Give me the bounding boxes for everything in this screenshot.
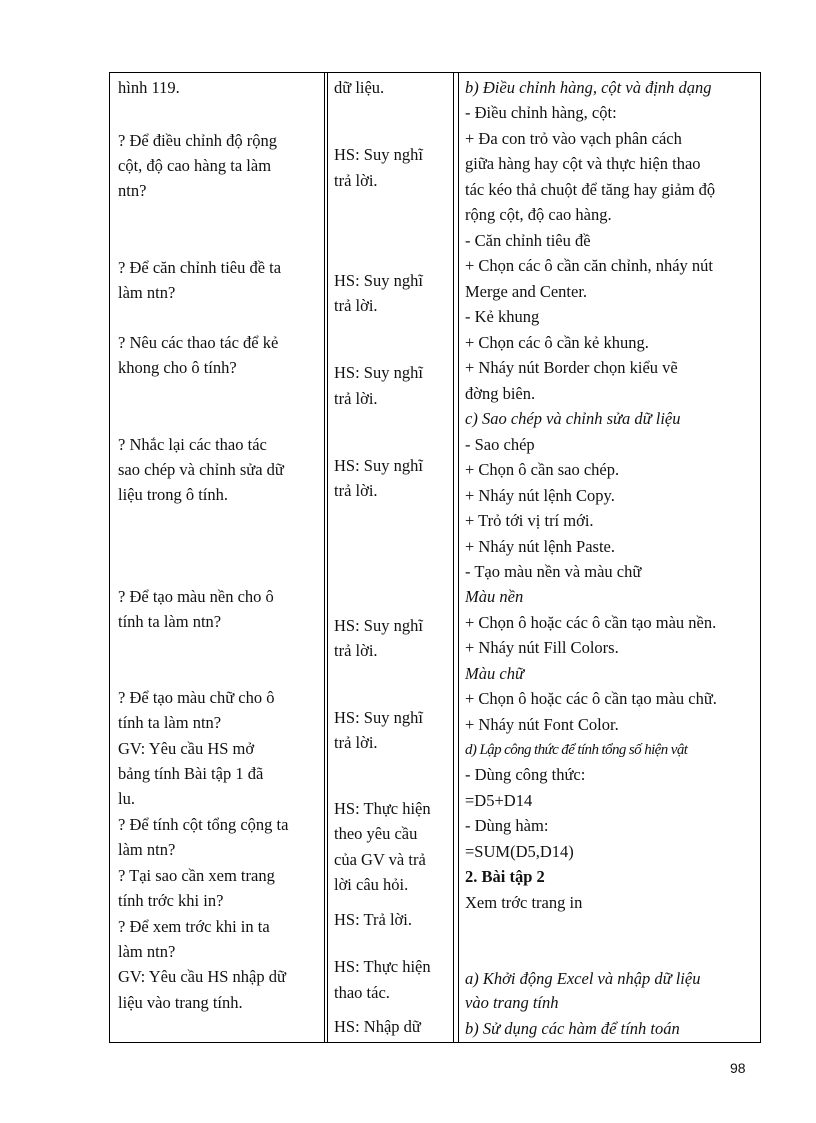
student-line: HS: Suy nghĩ <box>334 616 423 635</box>
student-line: trả lời. <box>334 389 378 408</box>
content-column <box>459 73 762 1042</box>
lesson-table <box>109 72 761 1043</box>
student-line: trả lời. <box>334 733 378 752</box>
student-line: HS: Suy nghĩ <box>334 271 423 290</box>
content-line: - Kẻ khung <box>465 307 540 326</box>
student-line: lời câu hỏi. <box>334 875 409 894</box>
student-line: trả lời. <box>334 296 378 315</box>
content-line: - Sao chép <box>465 435 535 454</box>
section-heading: b) Điều chỉnh hàng, cột và định dạng <box>465 78 712 97</box>
formula-text: =SUM(D5,D14) <box>465 842 574 861</box>
section-heading: vào trang tính <box>465 993 559 1012</box>
section-heading: c) Sao chép và chỉnh sửa dữ liệu <box>465 409 681 428</box>
content-line: + Chọn ô hoặc các ô cần tạo màu chữ. <box>465 689 717 708</box>
content-line: Xem trớc trang in <box>465 893 583 912</box>
student-line: theo yêu cầu <box>334 824 418 843</box>
content-line: + Nháy nút lệnh Paste. <box>465 537 615 556</box>
teacher-line: ? Nêu các thao tác để kẻ <box>118 333 279 352</box>
teacher-line: ? Để điều chỉnh độ rộng <box>118 131 277 150</box>
teacher-line: tính ta làm ntn? <box>118 612 222 631</box>
student-line: HS: Suy nghĩ <box>334 145 423 164</box>
content-line: giữa hàng hay cột và thực hiện thao <box>465 154 701 173</box>
content-line: + Chọn ô cần sao chép. <box>465 460 620 479</box>
student-line: trả lời. <box>334 481 378 500</box>
subsection-label: Màu chữ <box>465 664 524 683</box>
content-line: + Chọn các ô cần căn chỉnh, nháy nút <box>465 256 714 275</box>
student-line: HS: Suy nghĩ <box>334 363 423 382</box>
content-line: đờng biên. <box>465 384 536 403</box>
content-line: tác kéo thả chuột để tăng hay giảm độ <box>465 180 716 199</box>
student-line: HS: Thực hiện <box>334 799 431 818</box>
teacher-line: sao chép và chỉnh sửa dữ <box>118 460 284 479</box>
teacher-line: khong cho ô tính? <box>118 358 237 377</box>
content-line: + Chọn ô hoặc các ô cần tạo màu nền. <box>465 613 717 632</box>
teacher-line: tính ta làm ntn? <box>118 713 222 732</box>
student-line: HS: Nhập dữ <box>334 1017 421 1036</box>
teacher-activity-column <box>110 73 325 1042</box>
section-heading: b) Sử dụng các hàm để tính toán <box>465 1019 680 1038</box>
teacher-line: làm ntn? <box>118 942 176 961</box>
content-line: + Trỏ tới vị trí mới. <box>465 511 594 530</box>
subsection-label: Màu nền <box>465 587 524 606</box>
content-line: - Căn chỉnh tiêu đề <box>465 231 591 250</box>
teacher-line: ? Nhắc lại các thao tác <box>118 435 267 454</box>
student-activity-column <box>328 73 454 1042</box>
teacher-line: liệu trong ô tính. <box>118 485 228 504</box>
content-line: Merge and Center. <box>465 282 588 301</box>
content-line: + Nháy nút Font Color. <box>465 715 619 734</box>
content-line: - Điều chỉnh hàng, cột: <box>465 103 617 122</box>
teacher-line: ? Để tính cột tổng cộng ta <box>118 815 289 834</box>
student-line: HS: Suy nghĩ <box>334 456 423 475</box>
student-line: của GV và trả <box>334 850 426 869</box>
teacher-line: bảng tính Bài tập 1 đã <box>118 764 264 783</box>
content-line: + Đa con trỏ vào vạch phân cách <box>465 129 682 148</box>
teacher-line: ntn? <box>118 181 147 200</box>
formula-text: =D5+D14 <box>465 791 533 810</box>
teacher-line: làm ntn? <box>118 283 176 302</box>
teacher-line: ? Để căn chỉnh tiêu đề ta <box>118 258 282 277</box>
student-line: trả lời. <box>334 641 378 660</box>
teacher-line: hình 119. <box>118 78 180 97</box>
student-line: HS: Thực hiện <box>334 957 431 976</box>
section-heading: a) Khởi động Excel và nhập dữ liệu <box>465 969 701 988</box>
exercise-heading: 2. Bài tập 2 <box>465 867 545 886</box>
content-line: - Tạo màu nền và màu chữ <box>465 562 642 581</box>
page-number: 98 <box>730 1060 746 1076</box>
teacher-line: ? Để tạo màu chữ cho ô <box>118 688 275 707</box>
teacher-line: làm ntn? <box>118 840 176 859</box>
teacher-line: ? Tại sao cần xem trang <box>118 866 275 885</box>
content-line: - Dùng hàm: <box>465 816 549 835</box>
student-line: HS: Suy nghĩ <box>334 708 423 727</box>
teacher-line: liệu vào trang tính. <box>118 993 243 1012</box>
content-line: - Dùng công thức: <box>465 765 586 784</box>
content-line: + Nháy nút Fill Colors. <box>465 638 619 657</box>
teacher-line: ? Để xem trớc khi in ta <box>118 917 270 936</box>
student-line: HS: Trả lời. <box>334 910 412 929</box>
content-line: rộng cột, độ cao hàng. <box>465 205 612 224</box>
teacher-line: lu. <box>118 789 135 808</box>
teacher-line: cột, độ cao hàng ta làm <box>118 156 272 175</box>
section-heading: d) Lập công thức để tính tổng số hiện vật <box>465 742 688 758</box>
student-line: thao tác. <box>334 983 390 1002</box>
student-line: trả lời. <box>334 171 378 190</box>
student-line: dữ liệu. <box>334 78 385 97</box>
teacher-line: ? Để tạo màu nền cho ô <box>118 587 274 606</box>
content-line: + Chọn các ô cần kẻ khung. <box>465 333 649 352</box>
content-line: + Nháy nút lệnh Copy. <box>465 486 615 505</box>
teacher-line: tính trớc khi in? <box>118 891 224 910</box>
content-line: + Nháy nút Border chọn kiểu vẽ <box>465 358 678 377</box>
teacher-line: GV: Yêu cầu HS mở <box>118 739 255 758</box>
teacher-line: GV: Yêu cầu HS nhập dữ <box>118 967 286 986</box>
